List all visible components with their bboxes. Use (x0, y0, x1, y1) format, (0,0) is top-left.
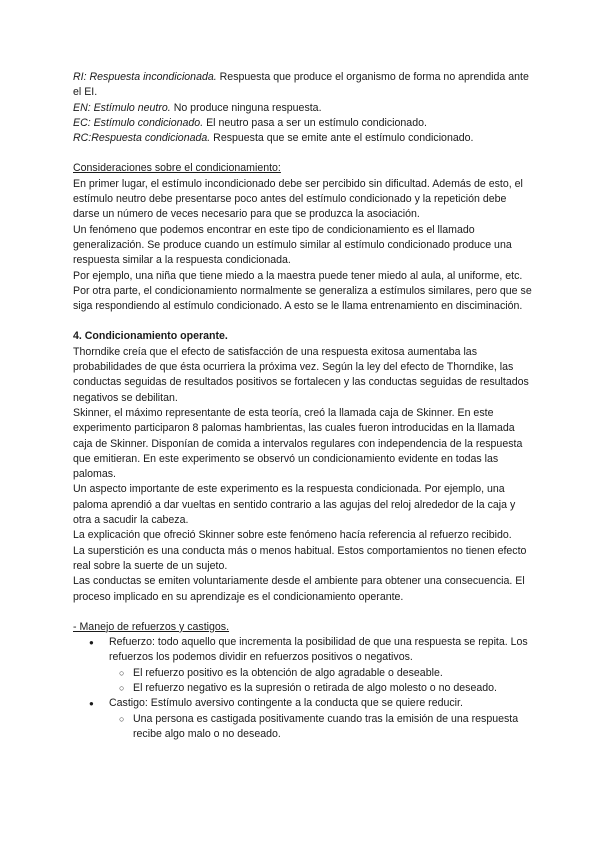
sub-list-item: ○ Una persona es castigada positivamente cuando tras la emisión de una respuesta recibe algo malo o no deseado. (119, 712, 533, 743)
considerations-paragraph: Por otra parte, el condicionamiento normalmente se generaliza a estímulos similares, pero que se siga respondiendo al estímulo condicionado. A esto se le llama entrenamiento en disciminación. (73, 284, 532, 313)
definition-text: Respuesta que se emite ante el estímulo condicionado. (210, 132, 474, 145)
management-title: - Manejo de refuerzos y castigos. (73, 620, 230, 633)
section-paragraph: La superstición es una conducta más o menos habitual. Estos comportamientos no tienen efecto real sobre la suerte de un sujeto. (73, 544, 527, 572)
list-item-castigo: ● Castigo: Estímulo aversivo contingente a la conducta que se quiere reducir. (85, 696, 533, 711)
section-paragraph: Skinner, el máximo representante de esta teoría, creó la llamada caja de Skinner. En este experimento participaron 8 palomas hambrientas, las cuales fueron introducidas en la llamada caja de Skinner. Disponían de comida a intervalos regulares con independencia de la respuesta que emitieran. En este experimento se observó un condicionamiento evidente en todas las palomas. (73, 406, 523, 481)
definition-term: RI: Respuesta incondicionada. (73, 71, 217, 83)
sub-list-item: ○ El refuerzo positivo es la obtención de algo agradable o deseable. (119, 666, 533, 681)
considerations-paragraph: Por ejemplo, una niña que tiene miedo a la maestra puede tener miedo al aula, al uniforme, etc. (73, 269, 523, 282)
considerations-paragraph: Un fenómeno que podemos encontrar en este tipo de condicionamiento es el llamado generalización. Se produce cuando un estímulo similar al estímulo condicionado produce una respuesta similar a la respuesta condicionada. (73, 223, 512, 267)
section-paragraph: Thorndike creía que el efecto de satisfacción de una respuesta exitosa aumentaba las probabilidades de que ésta ocurriera la próxima vez. Según la ley del efecto de Thorndike, las conductas seguidas de resultados positivos se fortalecen y las conductas seguidas de resultados negativos se debilitan. (73, 345, 529, 404)
considerations-paragraph: En primer lugar, el estímulo incondicionado debe ser percibido sin dificultad. Además de esto, el estímulo neutro debe presentarse poco antes del estímulo condicionado y la repetición debe darse un número de veces necesario para que se produzca la asociación. (73, 177, 523, 221)
definition-term: EN: Estímulo neutro. (73, 101, 171, 114)
definition-text: No produce ninguna respuesta. (170, 101, 322, 114)
section-paragraph: Las conductas se emiten voluntariamente desde el ambiente para obtener una consecuencia. El proceso implicado en su aprendizaje es el condicionamiento operante. (73, 575, 525, 603)
document-page (73, 70, 533, 742)
definition-term: EC: Estímulo condicionado. (73, 116, 204, 129)
definition-rc (73, 131, 533, 146)
definition-ri (73, 70, 533, 101)
definition-text: El neutro pasa a ser un estímulo condicionado. (203, 116, 427, 129)
definition-ec (73, 116, 533, 131)
management-list (73, 635, 533, 742)
definition-term: RC:Respuesta condicionada. (73, 132, 211, 145)
section-paragraph: Un aspecto importante de este experimento es la respuesta condicionada. Por ejemplo, una paloma aprendió a dar vueltas en sentido contrario a las agujas del reloj alrededor de la caja y otra a sacudir la cabeza. (73, 483, 516, 527)
considerations-title: Consideraciones sobre el condicionamiento: (73, 162, 281, 175)
definition-en (73, 101, 533, 116)
list-item-refuerzo: ● Refuerzo: todo aquello que incrementa la posibilidad de que una respuesta se repita. Los refuerzos los podemos dividir en refuerzos positivos o negativos. (85, 635, 533, 666)
section-heading: 4. Condicionamiento operante. (73, 330, 228, 343)
section-paragraph: La explicación que ofreció Skinner sobre este fenómeno hacía referencia al refuerzo recibido. (73, 529, 512, 542)
sub-list-item: ○ El refuerzo negativo es la supresión o retirada de algo molesto o no deseado. (119, 681, 533, 696)
definition-text: Respuesta que produce el organismo de forma no aprendida ante el EI. (73, 71, 529, 99)
